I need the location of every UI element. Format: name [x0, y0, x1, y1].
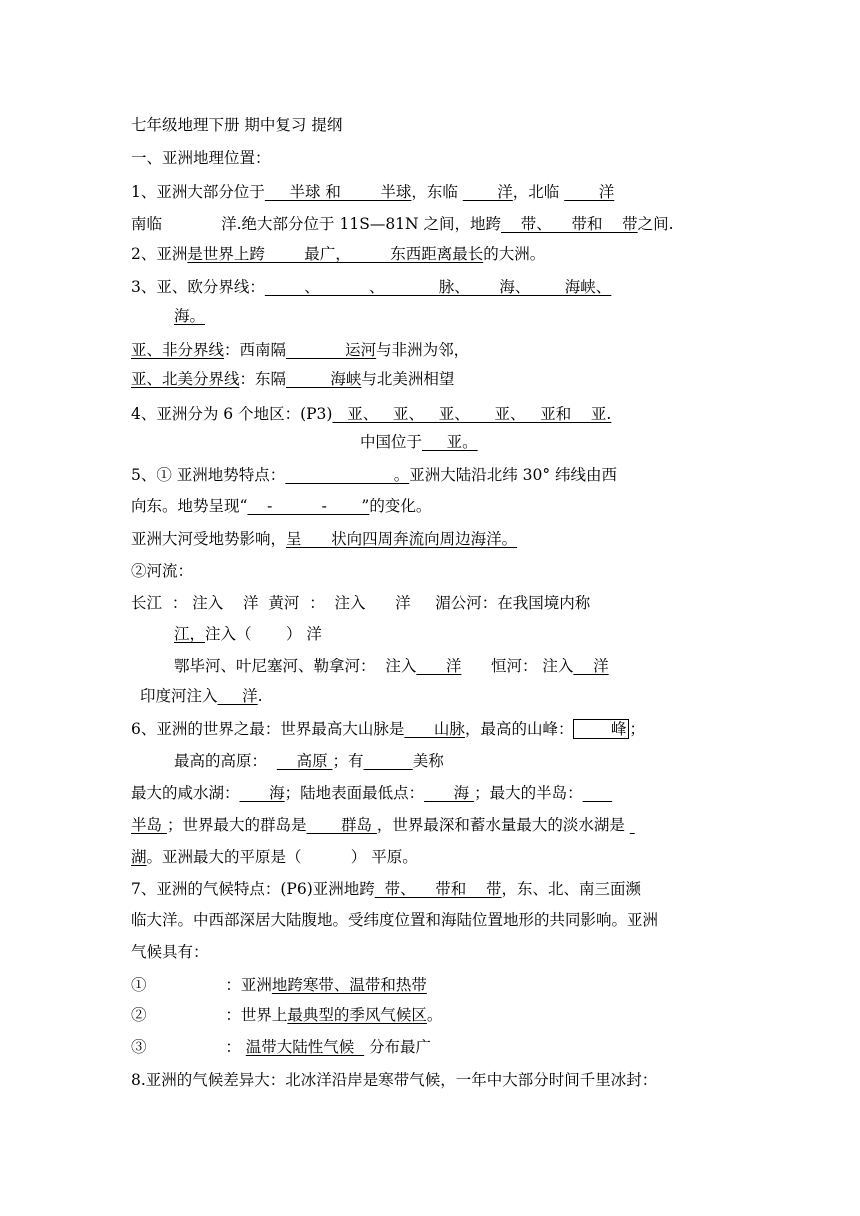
- outline-line: [131, 277, 611, 297]
- blank-field: 洋: [564, 183, 615, 201]
- line-text: ②河流：: [131, 562, 194, 580]
- line-text: 一、亚洲地理位置：: [131, 149, 271, 167]
- outline-line: [131, 404, 611, 424]
- blank-field: 海峡: [286, 370, 362, 388]
- blank-field: - - ”: [247, 497, 370, 515]
- line-text: ：西南隔: [224, 341, 287, 359]
- line-text: 与非洲为邻，: [376, 341, 470, 359]
- blank-field: 海: [239, 784, 285, 802]
- outline-line: [131, 1037, 431, 1057]
- line-text: 亚洲大陆沿北纬 30° 纬线由西: [409, 466, 618, 484]
- line-text: 7、亚洲的气候特点：(P6)亚洲地跨: [131, 880, 375, 898]
- outline-line: [140, 686, 263, 706]
- line-text: ；世界最大的群岛是: [166, 816, 307, 834]
- line-text: 中国位于: [360, 433, 423, 451]
- blank-field: [630, 816, 635, 834]
- line-text: .: [257, 687, 263, 705]
- outline-line: [131, 975, 427, 995]
- line-text: 与北美洲相望: [361, 370, 455, 388]
- blank-field: 海。: [174, 307, 206, 325]
- line-text: ③ ：: [131, 1038, 246, 1056]
- outline-line: [131, 593, 590, 613]
- outline-line: [131, 182, 614, 202]
- line-text: ，东临: [411, 183, 463, 201]
- line-text: ，东、北、南三面濒: [501, 880, 642, 898]
- line-text: 向东。地势呈现“: [131, 497, 248, 515]
- outline-line: [131, 214, 674, 234]
- boxed-answer: 峰: [573, 719, 629, 739]
- outline-line: [131, 340, 469, 360]
- outline-line: [131, 942, 209, 962]
- outline-line: [360, 432, 478, 452]
- outline-line: [174, 656, 609, 676]
- blank-field: 半岛: [131, 816, 167, 834]
- line-text: 气候具有：: [131, 943, 209, 961]
- line-text: 鄂毕河、叶尼塞河、勒拿河： 注入: [174, 657, 417, 675]
- line-text: ，世界最深和蓄水量最大的淡水湖是: [376, 816, 630, 834]
- blank-field: 最典型的季风气候区: [287, 1006, 427, 1024]
- outline-line: [131, 369, 454, 389]
- line-text: ① ：亚洲: [131, 976, 272, 994]
- outline-line: [131, 783, 612, 803]
- line-text: ，北临: [512, 183, 565, 201]
- blank-field: 江，: [174, 625, 206, 643]
- line-text: ；有: [332, 752, 364, 770]
- line-text: 美称: [412, 752, 444, 770]
- outline-line: [131, 148, 271, 168]
- outline-line: [131, 465, 617, 485]
- blank-field: 海: [424, 784, 475, 802]
- line-text: 恒河： 注入: [461, 657, 574, 675]
- blank-field: 温带大陆性气候: [245, 1038, 365, 1056]
- blank-field: 。: [285, 466, 410, 484]
- blank-field: 亚、北美分界线: [131, 370, 240, 388]
- line-text: 临大洋。中西部深居大陆腹地。受纬度位置和海陆位置地形的共同影响。亚洲: [131, 911, 659, 929]
- blank-field: 湖: [131, 848, 147, 866]
- line-text: ；陆地表面最低点：: [284, 784, 425, 802]
- blank-field: 地跨寒带、温带和热带: [271, 976, 427, 994]
- blank-field: 是世界上跨 最广， 东西距离最长: [187, 245, 484, 263]
- line-text: 6、亚洲的世界之最：世界最高大山脉是: [131, 720, 405, 738]
- line-text: 注入（ ） 洋: [205, 625, 322, 643]
- line-text: ，最高的山峰：: [464, 720, 574, 738]
- blank-field: 半球 和 半球: [264, 183, 412, 201]
- document-title: 七年级地理下册 期中复习 提纲: [131, 116, 343, 134]
- blank-field: 洋: [416, 657, 462, 675]
- blank-field: 高原: [276, 752, 333, 770]
- outline-line: [131, 815, 635, 835]
- line-text: ；最大的半岛：: [474, 784, 583, 802]
- blank-field: 运河: [286, 341, 377, 359]
- line-text: 印度河注入: [140, 687, 218, 705]
- line-text: 南临 洋.绝大部分位于 11S—81N 之间，地跨: [131, 215, 502, 233]
- blank-field: 呈 状向四周奔流向周边海洋。: [286, 530, 518, 548]
- line-text: 2、亚洲: [131, 245, 188, 263]
- blank-field: [583, 784, 613, 802]
- blank-field: 带、 带和 带: [501, 215, 638, 233]
- outline-line: [131, 496, 431, 516]
- blank-field: 带、 带和 带: [374, 880, 502, 898]
- line-text: 8.亚洲的气候差异大：北冰洋沿岸是寒带气候，一年中大部分时间千里冰封：: [131, 1071, 658, 1089]
- blank-field: 洋: [462, 183, 513, 201]
- outline-line: [174, 751, 444, 771]
- line-text: 的大洲。: [483, 245, 546, 263]
- line-text: ② ：世界上: [131, 1006, 288, 1024]
- blank-field: [364, 752, 413, 770]
- blank-field: 亚、非分界线: [131, 341, 225, 359]
- outline-line: [131, 910, 658, 930]
- outline-line: [131, 847, 418, 867]
- line-text: 。亚洲最大的平原是（ ） 平原。: [146, 848, 418, 866]
- line-text: 4、亚洲分为 6 个地区：(P3): [131, 405, 333, 423]
- line-text: 亚洲大河受地势影响，: [131, 530, 287, 548]
- outline-line: [131, 244, 545, 264]
- outline-line: [131, 561, 193, 581]
- line-text: ：东隔: [239, 370, 287, 388]
- outline-line: [174, 306, 205, 326]
- blank-field: 山脉: [404, 720, 465, 738]
- blank-field: 、 、 脉、 海、 海峡、: [264, 278, 612, 296]
- line-text: 。: [426, 1006, 443, 1024]
- line-text: 的变化。: [369, 497, 432, 515]
- blank-field: 群岛: [306, 816, 377, 834]
- outline-line: [131, 1070, 657, 1090]
- blank-field: 洋: [573, 657, 609, 675]
- line-text: 1、亚洲大部分位于: [131, 183, 265, 201]
- outline-line: [131, 719, 645, 739]
- blank-field: 亚。: [422, 433, 478, 451]
- line-text: ；: [629, 720, 645, 738]
- outline-line: [131, 529, 517, 549]
- blank-field: 亚、 亚、 亚、 亚、 亚和 亚.: [332, 405, 612, 423]
- line-text: 3、亚、欧分界线：: [131, 278, 265, 296]
- line-text: 5、① 亚洲地势特点：: [131, 466, 286, 484]
- blank-field: 洋: [217, 687, 258, 705]
- line-text: 之间.: [637, 215, 674, 233]
- outline-line: [131, 879, 641, 899]
- line-text: 最高的高原：: [174, 752, 277, 770]
- line-text: 分布最广: [364, 1038, 432, 1056]
- line-text: 最大的咸水湖：: [131, 784, 240, 802]
- outline-line: [174, 624, 322, 644]
- outline-line: [131, 1005, 442, 1025]
- line-text: 长江 ： 注入 洋 黄河 ： 注入 洋 湄公河：在我国境内称: [131, 594, 591, 612]
